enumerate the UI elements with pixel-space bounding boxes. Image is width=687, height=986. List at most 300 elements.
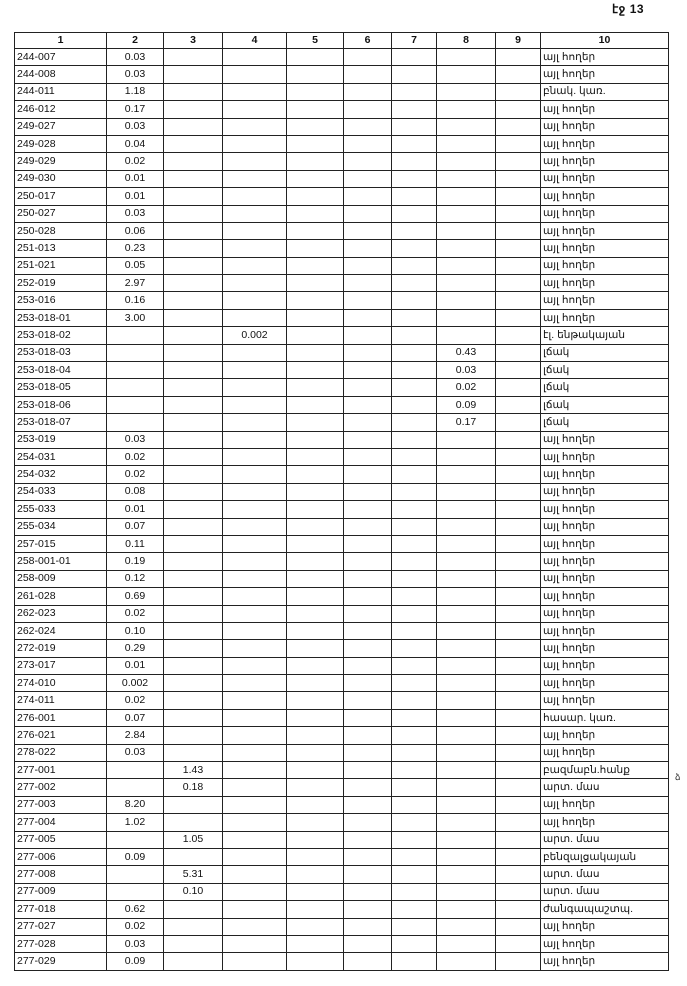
area-cell-col-8 [437,101,496,118]
table-row [15,66,669,83]
area-cell-col-2: 0.01 [107,657,164,674]
area-cell-col-7 [392,588,437,605]
area-cell-col-7 [392,553,437,570]
parcel-code-cell: 244-011 [15,83,107,100]
area-cell-col-5 [287,935,344,952]
parcel-code-cell: 273-017 [15,657,107,674]
area-cell-col-2: 0.16 [107,292,164,309]
area-cell-col-3 [164,309,223,326]
area-cell-col-5 [287,153,344,170]
area-cell-col-6 [344,205,392,222]
parcel-code-cell: 277-028 [15,935,107,952]
parcel-code-cell: 277-003 [15,796,107,813]
table-row [15,727,669,744]
land-use-cell: այլ հողեր [541,727,669,744]
area-cell-col-9 [496,779,541,796]
area-cell-col-7 [392,153,437,170]
area-cell-col-5 [287,883,344,900]
area-cell-col-7 [392,49,437,66]
area-cell-col-5 [287,396,344,413]
area-cell-col-6 [344,762,392,779]
table-row [15,431,669,448]
area-cell-col-5 [287,118,344,135]
area-cell-col-8 [437,205,496,222]
land-use-cell: այլ հողեր [541,292,669,309]
land-use-cell: այլ հողեր [541,622,669,639]
area-cell-col-7 [392,657,437,674]
area-cell-col-2 [107,396,164,413]
area-cell-col-8 [437,257,496,274]
parcel-code-cell: 261-028 [15,588,107,605]
area-cell-col-5 [287,344,344,361]
area-cell-col-8: 0.09 [437,396,496,413]
land-use-cell: ժանգապաշտպ. [541,901,669,918]
area-cell-col-5 [287,553,344,570]
area-cell-col-9 [496,327,541,344]
parcel-code-cell: 274-010 [15,675,107,692]
parcel-code-cell: 262-023 [15,605,107,622]
area-cell-col-5 [287,831,344,848]
parcel-code-cell: 277-004 [15,814,107,831]
area-cell-col-2 [107,327,164,344]
area-cell-col-5 [287,414,344,431]
area-cell-col-4 [223,501,287,518]
area-cell-col-5 [287,292,344,309]
land-use-cell: բնակ. կառ. [541,83,669,100]
land-use-cell: այլ հողեր [541,309,669,326]
parcel-code-cell: 253-018-06 [15,396,107,413]
area-cell-col-2: 0.02 [107,605,164,622]
area-cell-col-5 [287,657,344,674]
area-cell-col-6 [344,344,392,361]
table-row [15,657,669,674]
parcel-code-cell: 249-028 [15,135,107,152]
parcel-code-cell: 254-033 [15,483,107,500]
area-cell-col-8 [437,466,496,483]
area-cell-col-3 [164,588,223,605]
area-cell-col-5 [287,605,344,622]
area-cell-col-7 [392,396,437,413]
area-cell-col-5 [287,466,344,483]
area-cell-col-3 [164,431,223,448]
area-cell-col-7 [392,622,437,639]
area-cell-col-9 [496,170,541,187]
area-cell-col-8 [437,448,496,465]
area-cell-col-4 [223,101,287,118]
area-cell-col-9 [496,362,541,379]
parcel-code-cell: 278-022 [15,744,107,761]
parcel-code-cell: 253-018-02 [15,327,107,344]
table-row [15,344,669,361]
area-cell-col-3 [164,49,223,66]
area-cell-col-6 [344,605,392,622]
land-use-cell: այլ հողեր [541,692,669,709]
table-row [15,292,669,309]
area-cell-col-9 [496,309,541,326]
area-cell-col-2: 0.07 [107,709,164,726]
area-cell-col-7 [392,414,437,431]
area-cell-col-4 [223,814,287,831]
area-cell-col-6 [344,275,392,292]
area-cell-col-4 [223,866,287,883]
area-cell-col-7 [392,570,437,587]
area-cell-col-3 [164,414,223,431]
table-row [15,257,669,274]
area-cell-col-5 [287,66,344,83]
area-cell-col-2: 0.11 [107,535,164,552]
area-cell-col-4 [223,257,287,274]
area-cell-col-6 [344,744,392,761]
area-cell-col-7 [392,744,437,761]
table-body [15,49,669,971]
table-row [15,379,669,396]
area-cell-col-7 [392,466,437,483]
area-cell-col-3 [164,953,223,970]
area-cell-col-4 [223,49,287,66]
area-cell-col-6 [344,309,392,326]
area-cell-col-8 [437,83,496,100]
table-row [15,448,669,465]
parcel-code-cell: 276-001 [15,709,107,726]
area-cell-col-4 [223,605,287,622]
area-cell-col-6 [344,414,392,431]
area-cell-col-8 [437,692,496,709]
area-cell-col-6 [344,483,392,500]
area-cell-col-2: 0.03 [107,66,164,83]
area-cell-col-5 [287,240,344,257]
area-cell-col-6 [344,135,392,152]
area-cell-col-9 [496,49,541,66]
area-cell-col-6 [344,831,392,848]
area-cell-col-3 [164,101,223,118]
area-cell-col-7 [392,605,437,622]
land-use-cell: արտ. մաս [541,831,669,848]
area-cell-col-6 [344,379,392,396]
land-use-cell: այլ հողեր [541,814,669,831]
area-cell-col-2: 2.84 [107,727,164,744]
area-cell-col-3 [164,657,223,674]
area-cell-col-5 [287,101,344,118]
area-cell-col-4 [223,240,287,257]
area-cell-col-4 [223,622,287,639]
parcel-code-cell: 251-021 [15,257,107,274]
area-cell-col-6 [344,570,392,587]
area-cell-col-2: 3.00 [107,309,164,326]
area-cell-col-2: 0.29 [107,640,164,657]
area-cell-col-8 [437,49,496,66]
land-use-cell: այլ հողեր [541,118,669,135]
area-cell-col-9 [496,622,541,639]
area-cell-col-6 [344,518,392,535]
land-use-cell: այլ հողեր [541,553,669,570]
area-cell-col-4 [223,935,287,952]
area-cell-col-2 [107,414,164,431]
area-cell-col-6 [344,727,392,744]
area-cell-col-7 [392,796,437,813]
table-row [15,222,669,239]
column-header-1: 1 [15,33,107,49]
area-cell-col-9 [496,883,541,900]
area-cell-col-6 [344,588,392,605]
parcel-code-cell: 277-006 [15,848,107,865]
parcel-code-cell: 253-018-07 [15,414,107,431]
area-cell-col-8 [437,762,496,779]
land-use-cell: այլ հողեր [541,918,669,935]
parcel-code-cell: 274-011 [15,692,107,709]
area-cell-col-4 [223,362,287,379]
area-cell-col-9 [496,483,541,500]
area-cell-col-4 [223,570,287,587]
parcel-code-cell: 277-002 [15,779,107,796]
area-cell-col-4 [223,275,287,292]
area-cell-col-3 [164,188,223,205]
table-row [15,831,669,848]
area-cell-col-8 [437,170,496,187]
area-cell-col-9 [496,762,541,779]
area-cell-col-2 [107,779,164,796]
table-row [15,814,669,831]
table-row [15,309,669,326]
table-row [15,779,669,796]
area-cell-col-6 [344,901,392,918]
area-cell-col-3 [164,327,223,344]
area-cell-col-5 [287,622,344,639]
area-cell-col-8 [437,292,496,309]
table-row [15,396,669,413]
area-cell-col-7 [392,257,437,274]
area-cell-col-5 [287,535,344,552]
column-header-8: 8 [437,33,496,49]
land-use-cell: լճակ [541,379,669,396]
area-cell-col-4 [223,553,287,570]
area-cell-col-8 [437,901,496,918]
area-cell-col-7 [392,240,437,257]
area-cell-col-6 [344,362,392,379]
area-cell-col-7 [392,379,437,396]
area-cell-col-5 [287,709,344,726]
area-cell-col-5 [287,796,344,813]
area-cell-col-6 [344,918,392,935]
area-cell-col-3 [164,605,223,622]
area-cell-col-7 [392,692,437,709]
area-cell-col-7 [392,762,437,779]
area-cell-col-7 [392,709,437,726]
area-cell-col-6 [344,292,392,309]
parcel-code-cell: 262-024 [15,622,107,639]
area-cell-col-3 [164,344,223,361]
area-cell-col-9 [496,692,541,709]
area-cell-col-6 [344,640,392,657]
land-use-cell: այլ հողեր [541,744,669,761]
area-cell-col-2 [107,379,164,396]
parcel-code-cell: 254-031 [15,448,107,465]
table-row [15,135,669,152]
land-use-cell: այլ հողեր [541,640,669,657]
land-use-cell: արտ. մաս [541,883,669,900]
area-cell-col-4 [223,744,287,761]
area-cell-col-2: 2.97 [107,275,164,292]
area-cell-col-6 [344,709,392,726]
area-cell-col-7 [392,309,437,326]
area-cell-col-5 [287,222,344,239]
area-cell-col-4 [223,779,287,796]
area-cell-col-7 [392,883,437,900]
area-cell-col-3: 1.43 [164,762,223,779]
area-cell-col-3 [164,535,223,552]
area-cell-col-9 [496,414,541,431]
area-cell-col-4 [223,379,287,396]
table-row [15,535,669,552]
parcel-code-cell: 249-030 [15,170,107,187]
area-cell-col-7 [392,535,437,552]
area-cell-col-8 [437,814,496,831]
area-cell-col-7 [392,501,437,518]
area-cell-col-7 [392,448,437,465]
area-cell-col-7 [392,118,437,135]
parcel-code-cell: 249-027 [15,118,107,135]
land-use-cell: այլ հողեր [541,240,669,257]
table-row [15,605,669,622]
area-cell-col-9 [496,848,541,865]
table-row [15,901,669,918]
area-cell-col-9 [496,66,541,83]
land-use-cell: բազմաբն.հանք [541,762,669,779]
area-cell-col-7 [392,675,437,692]
land-use-cell: այլ հողեր [541,49,669,66]
area-cell-col-8 [437,918,496,935]
area-cell-col-5 [287,692,344,709]
table-row [15,466,669,483]
area-cell-col-3: 0.10 [164,883,223,900]
header-row [15,33,669,49]
area-cell-col-6 [344,83,392,100]
area-cell-col-9 [496,205,541,222]
land-use-cell: այլ հողեր [541,935,669,952]
land-use-cell: լճակ [541,414,669,431]
area-cell-col-5 [287,275,344,292]
area-cell-col-7 [392,640,437,657]
area-cell-col-9 [496,535,541,552]
column-header-7: 7 [392,33,437,49]
area-cell-col-2: 8.20 [107,796,164,813]
parcel-code-cell: 257-015 [15,535,107,552]
land-use-cell: լճակ [541,396,669,413]
area-cell-col-3 [164,901,223,918]
area-cell-col-8 [437,935,496,952]
area-cell-col-4 [223,692,287,709]
land-use-cell: այլ հողեր [541,657,669,674]
area-cell-col-4 [223,796,287,813]
area-cell-col-9 [496,344,541,361]
area-cell-col-2: 1.02 [107,814,164,831]
area-cell-col-7 [392,275,437,292]
area-cell-col-4 [223,292,287,309]
area-cell-col-7 [392,362,437,379]
column-header-6: 6 [344,33,392,49]
area-cell-col-4 [223,918,287,935]
area-cell-col-4 [223,466,287,483]
area-cell-col-2: 0.09 [107,953,164,970]
land-use-cell: այլ հողեր [541,501,669,518]
area-cell-col-6 [344,779,392,796]
area-cell-col-4 [223,153,287,170]
column-header-2: 2 [107,33,164,49]
land-use-cell: այլ հողեր [541,222,669,239]
area-cell-col-2: 0.09 [107,848,164,865]
area-cell-col-4 [223,118,287,135]
area-cell-col-7 [392,170,437,187]
area-cell-col-9 [496,83,541,100]
area-cell-col-9 [496,379,541,396]
area-cell-col-8 [437,796,496,813]
area-cell-col-8 [437,622,496,639]
table-row [15,501,669,518]
area-cell-col-8: 0.17 [437,414,496,431]
table-row [15,692,669,709]
area-cell-col-4 [223,188,287,205]
area-cell-col-9 [496,292,541,309]
area-cell-col-4: 0.002 [223,327,287,344]
area-cell-col-4 [223,901,287,918]
parcel-code-cell: 277-027 [15,918,107,935]
area-cell-col-2: 0.02 [107,692,164,709]
area-cell-col-6 [344,66,392,83]
area-cell-col-3 [164,379,223,396]
table-row [15,588,669,605]
area-cell-col-3 [164,848,223,865]
area-cell-col-2: 0.69 [107,588,164,605]
area-cell-col-4 [223,396,287,413]
area-cell-col-7 [392,188,437,205]
area-cell-col-5 [287,170,344,187]
area-cell-col-5 [287,49,344,66]
area-cell-col-7 [392,866,437,883]
area-cell-col-8 [437,135,496,152]
area-cell-col-7 [392,779,437,796]
area-cell-col-8 [437,501,496,518]
parcel-code-cell: 258-001-01 [15,553,107,570]
area-cell-col-3 [164,501,223,518]
parcel-code-cell: 277-029 [15,953,107,970]
table-row [15,205,669,222]
area-cell-col-8 [437,779,496,796]
land-use-cell: այլ հողեր [541,675,669,692]
area-cell-col-8 [437,66,496,83]
parcel-code-cell: 277-005 [15,831,107,848]
area-cell-col-3 [164,640,223,657]
area-cell-col-8 [437,831,496,848]
area-cell-col-8 [437,553,496,570]
table-row [15,848,669,865]
area-cell-col-2: 0.23 [107,240,164,257]
area-cell-col-7 [392,483,437,500]
area-cell-col-9 [496,222,541,239]
table-row [15,675,669,692]
land-use-cell: հասար. կառ. [541,709,669,726]
land-use-cell: այլ հողեր [541,570,669,587]
table-row [15,153,669,170]
column-header-4: 4 [223,33,287,49]
area-cell-col-3 [164,275,223,292]
area-cell-col-6 [344,396,392,413]
area-cell-col-5 [287,431,344,448]
area-cell-col-3: 5.31 [164,866,223,883]
area-cell-col-5 [287,188,344,205]
area-cell-col-6 [344,935,392,952]
area-cell-col-3 [164,709,223,726]
area-cell-col-6 [344,848,392,865]
area-cell-col-9 [496,153,541,170]
